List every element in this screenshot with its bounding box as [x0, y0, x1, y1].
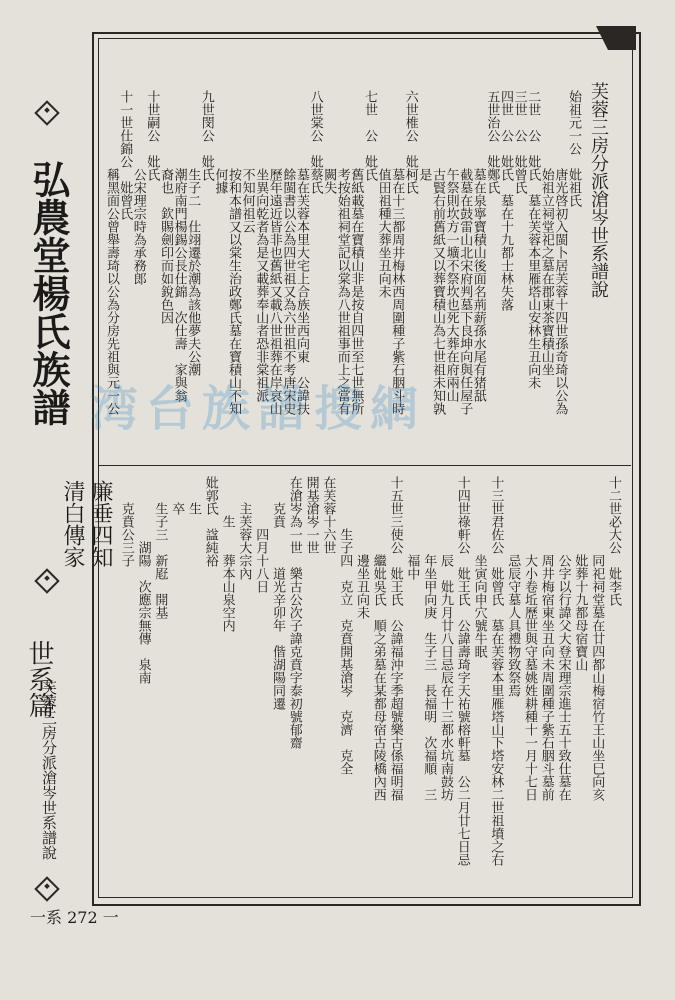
text-column: 年坐甲向庚 生子三 長福明 次福順 三: [421, 476, 437, 801]
page-number: 一系 272 一: [30, 908, 119, 927]
text-column: 始祖元一公 妣祖氏: [566, 90, 581, 207]
text-column: 按和本譜又以棠生治政鄭氏墓在寶積山不知: [226, 90, 241, 415]
text-column: 公宋理宗時為承務郎: [130, 90, 146, 285]
text-column: 妣郭氏 諡純裕: [202, 476, 218, 567]
motto: 廉垂四知 清白傳家: [60, 480, 113, 568]
text-column: 古賢右前舊紙又以葬寶積山為七世祖未知孰: [430, 90, 445, 415]
text-column: 三世 公 妣曾氏: [511, 90, 527, 194]
text-column: 主芙蓉大宗內: [236, 476, 252, 580]
text-column: 妣葬十九都母宿寶山: [572, 476, 588, 671]
text-column: 湖陽 次應宗無傳 泉南: [135, 476, 151, 684]
text-column: 福中: [404, 476, 420, 580]
book-title: 弘農堂楊氏族譜: [26, 160, 71, 426]
text-column: 十一世仕錦公 妣曾氏: [117, 90, 133, 220]
diamond-ornament-icon: [34, 568, 59, 593]
text-column: 大小卷坵歷世與守墓姚姓耕種十一月十七日: [522, 476, 537, 801]
text-column: 考按始祖祠堂記以棠為八世祖事而上之當有: [334, 90, 350, 415]
text-column: 墓在十三都周井梅林西周圍種子紫石胭斗時: [389, 90, 405, 415]
text-column: 八世棠公 妣蔡氏: [307, 90, 323, 194]
text-column: 卒: [169, 476, 185, 515]
top-heading: 芙蓉三房分派滄岑世系譜說: [588, 82, 609, 298]
section-title: 世系篇: [24, 640, 54, 718]
text-column: 克賁 道光辛卯年 偕湖陽同遷: [270, 476, 285, 710]
text-column: 是: [416, 90, 432, 181]
text-column: 五世治公 妣鄭氏: [484, 90, 500, 194]
text-column: 六世椎公 妣柯氏: [402, 90, 418, 194]
text-column: 午祭則坎方一壙不祭坎也死大葬在府兩山: [443, 90, 459, 402]
text-column: 十三世君佐公 妣曾氏 墓在芙蓉本里雁塔山下塔安林二世祖墳之右: [488, 476, 504, 866]
text-column: 值田祖種大葬坐丑向未: [375, 90, 391, 298]
text-column: 始祖立祠堂祀之墓在郡東茶寶積山坐: [538, 90, 554, 376]
section-divider: [98, 465, 631, 466]
text-column: 截墓在鼓雷山北宋府判墓下良坤向與任屋子: [457, 90, 473, 415]
text-column: 坐異向乾者為是又載葬奉山者恐非棠祖派: [253, 90, 269, 402]
text-column: 生子三 新屘 開基: [152, 476, 168, 619]
text-column: 四月十八日: [253, 476, 269, 593]
text-column: 十五世三使公 妣王氏 公諱福沖字季超號樂古係福明福: [387, 476, 403, 801]
text-column: 二世 公 妣氏 墓在芙蓉本里雁塔山安林生丑向未: [525, 90, 541, 389]
margin-footer-title: 芙蓉三房分派滄岑世系譜說: [40, 680, 58, 860]
text-column: 同祀祠堂墓在廿四都山梅宿竹王山坐巳向亥: [589, 476, 605, 801]
text-column: 生子二 仕翊遷於潮為該他夢夫公潮: [185, 90, 201, 376]
text-column: 生 葬本山泉空内: [219, 476, 235, 632]
text-column: 闕失: [321, 90, 337, 194]
text-column: 邊坐丑向未: [354, 476, 369, 619]
text-column: 四世 公 妣氏 墓在十九都士林失落: [498, 90, 513, 311]
text-column: 在芙蓉十六世: [320, 476, 336, 554]
text-column: 歷年遠近皆非也舊紙又載八世祖葬在岸哀山: [266, 90, 282, 415]
text-column: 生子四 克立 克賁開基滄岑 克濟 克全: [337, 476, 353, 775]
watermark: 湾台族譜搜網: [90, 381, 427, 437]
diamond-ornament-icon: [34, 876, 59, 901]
text-column: 唐光啓初入閩卜居芙蓉十四世孫奇琦以公為: [552, 90, 568, 415]
text-column: 七世 公 妣氏: [362, 90, 377, 181]
text-column: 十四世祿軒公 妣王氏 公諱壽琦字天祐號榕軒墓 公二月廿七日忌: [454, 476, 470, 866]
text-column: 在滄岑為一世 樂古公次子諱克賁字泰初號郁齋: [286, 476, 302, 749]
text-column: 坐寅向申穴號牛眠: [471, 476, 487, 658]
text-column: 克賁公三子: [118, 476, 134, 567]
text-column: 舊紙載墓在寶積山非是按自四世至七世無所: [348, 90, 364, 415]
text-column: 忌辰守墓人具禮物致祭焉: [505, 476, 521, 697]
text-column: 生: [186, 476, 201, 515]
text-column: 周井梅宿東坐丑向未周圍種子紫石胭斗墓前: [538, 476, 554, 801]
text-column: 裔也 欽賜劍印而如銳色因: [158, 90, 173, 324]
text-column: 潮府南門楊錫公長仕錦 次仕壽 家與翁: [171, 90, 187, 402]
text-column: 十世嗣公 妣氏: [144, 90, 160, 181]
text-column: 繼妣吳氏 順之弟墓在某都母宿古陵橋內西: [370, 476, 386, 801]
text-column: 何據: [212, 90, 228, 194]
text-column: 九世閔公 妣氏: [198, 90, 214, 181]
text-column: 墓在泉寧寶積山後面名荊薪孫水尾有猪舐: [470, 90, 486, 402]
text-column: 稱黑面公曾舉壽琦以公為分房先祖與元一公: [104, 90, 119, 415]
text-column: 餘閩書以公為四世祖又為六世祖不考唐宋史: [280, 90, 296, 415]
text-column: 公字以行諱父大登宋理宗進士五十致仕墓在: [555, 476, 571, 801]
text-column: 十二世必大公 妣李氏: [606, 476, 621, 606]
text-column: 開基滄岑一世: [303, 476, 319, 554]
diamond-ornament-icon: [34, 100, 59, 125]
text-column: 墓在芙蓉本里大宅上合族坐西向東 公諱扶: [294, 90, 309, 415]
text-column: 不知何祖云: [239, 90, 255, 233]
text-column: 辰 妣九月廿八日忌辰在十三都水坑南鼓坊: [438, 476, 453, 801]
